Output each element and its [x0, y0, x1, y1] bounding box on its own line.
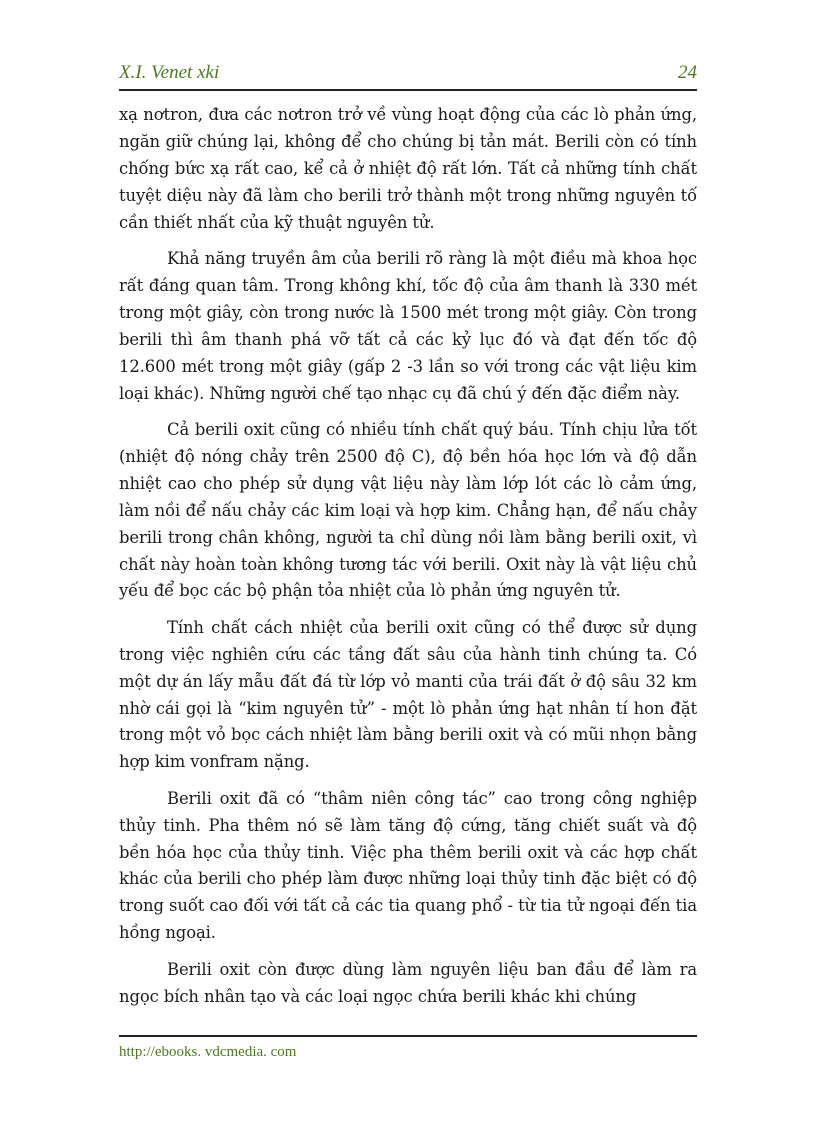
header-author: X.I. Venet xki [119, 62, 220, 83]
header-divider [119, 89, 697, 91]
paragraph: xạ nơtron, đưa các nơtron trở về vùng hoạt động của các lò phản ứng, ngăn giữ chúng lại, không để cho chúng bị tản mát. Berili còn có tính chống bức xạ rất cao, kể cả ở nhiệt độ rất lớn. Tất cả những tính chất tuyệt diệu này đã làm cho berili trở thành một trong những nguyên tố cần thiết nhất của kỹ thuật nguyên tử. [119, 105, 697, 232]
footer-url[interactable]: http://ebooks. vdcmedia. com [119, 1044, 297, 1060]
body-text [119, 102, 697, 1020]
paragraph: Khả năng truyền âm của berili rõ ràng là một điều mà khoa học rất đáng quan tâm. Trong không khí, tốc độ của âm thanh là 330 mét trong một giây, còn trong nước là 1500 mét trong một giây. Còn trong berili thì âm thanh phá vỡ tất cả các kỷ lục đó và đạt đến tốc độ 12.600 mét trong một giây (gấp 2 -3 lần so với trong các vật liệu kim loại khác). Những người chế tạo nhạc cụ đã chú ý đến đặc điểm này. [119, 249, 697, 403]
footer-divider [119, 1035, 697, 1037]
paragraph: Cả berili oxit cũng có nhiều tính chất quý báu. Tính chịu lửa tốt (nhiệt độ nóng chảy trên 2500 độ C), độ bền hóa học lớn và độ dẫn nhiệt cao cho phép sử dụng vật liệu này làm lớp lót các lò cảm ứng, làm nồi để nấu chảy các kim loại và hợp kim. Chẳng hạn, để nấu chảy berili trong chân không, người ta chỉ dùng nồi làm bằng berili oxit, vì chất này hoàn toàn không tương tác với berili. Oxit này là vật liệu chủ yếu để bọc các bộ phận tỏa nhiệt của lò phản ứng nguyên tử. [119, 419, 697, 601]
paragraph: Berili oxit còn được dùng làm nguyên liệu ban đầu để làm ra ngọc bích nhân tạo và các loại ngọc chứa berili khác khi chúng [119, 959, 697, 1006]
page-number: 24 [678, 62, 697, 83]
paragraph: Tính chất cách nhiệt của berili oxit cũng có thể được sử dụng trong việc nghiên cứu các tầng đất sâu của hành tinh chúng ta. Có một dự án lấy mẫu đất đá từ lớp vỏ manti của trái đất ở độ sâu 32 km nhờ cái gọi là “kim nguyên tử” - một lò phản ứng hạt nhân tí hon đặt trong một vỏ bọc cách nhiệt làm bằng berili oxit và có mũi nhọn bằng hợp kim vonfram nặng. [119, 617, 697, 772]
paragraph: Berili oxit đã có “thâm niên công tác” cao trong công nghiệp thủy tinh. Pha thêm nó sẽ làm tăng độ cứng, tăng chiết suất và độ bền hóa học của thủy tinh. Việc pha thêm berili oxit và các hợp chất khác của berili cho phép làm được những loại thủy tinh đặc biệt có độ trong suốt cao đối với tất cả các tia quang phổ - từ tia tử ngoại đến tia hồng ngoại. [119, 788, 697, 943]
page-header [119, 62, 697, 90]
